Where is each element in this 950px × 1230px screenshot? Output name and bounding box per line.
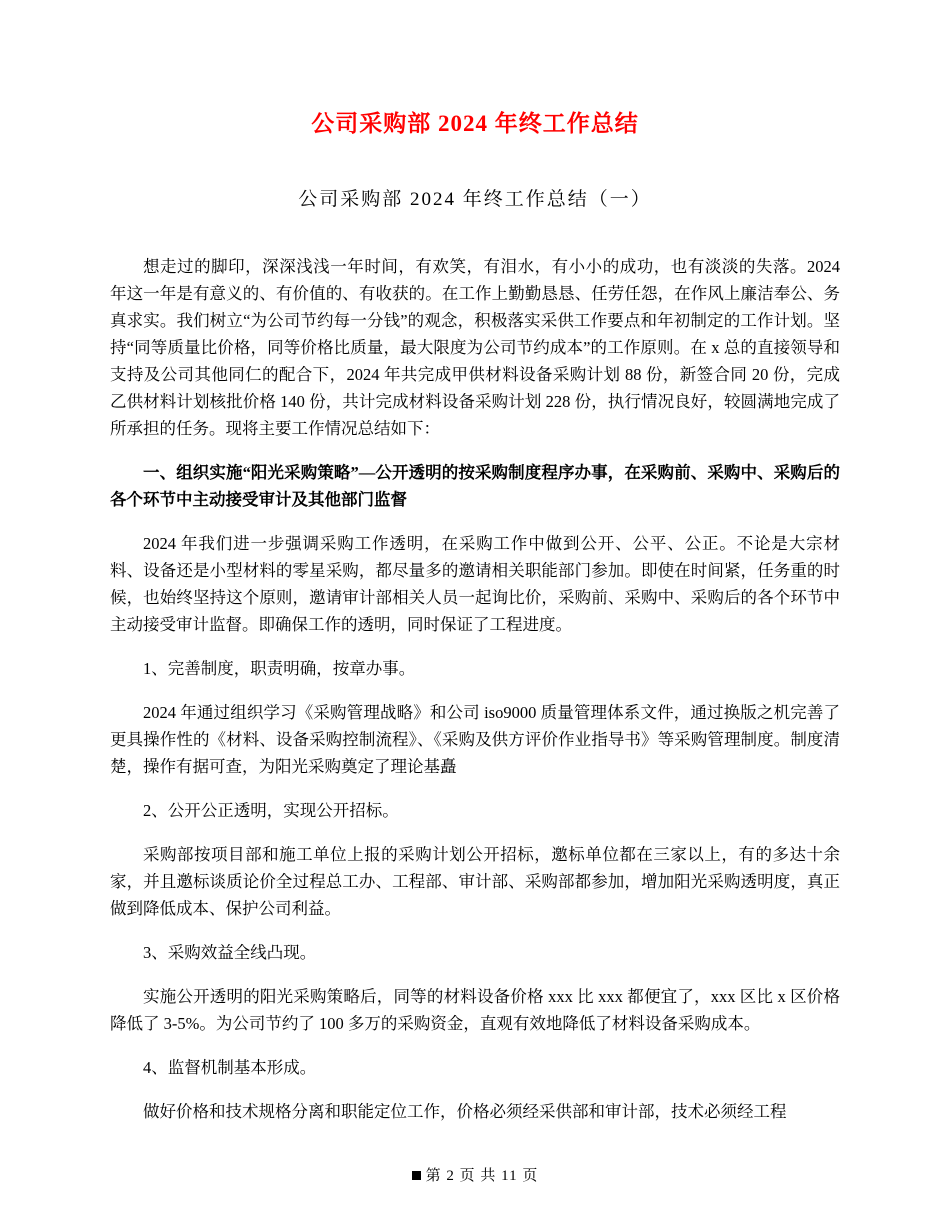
document-subtitle: 公司采购部 2024 年终工作总结（一） [298, 189, 652, 210]
paragraph-item-1: 1、完善制度，职责明确，按章办事。 [143, 659, 416, 678]
document-body [110, 253, 840, 1125]
footer-square-icon [412, 1171, 421, 1180]
page-footer [0, 1164, 950, 1185]
paragraph: 采购部按项目部和施工单位上报的采购计划公开招标，邀标单位都在三家以上，有的多达十余家，并且邀标谈质论价全过程总工办、工程部、审计部、采购部都参加，增加阳光采购透明度，真正做到降低成本、保护公司利益。 [110, 845, 840, 918]
paragraph-item-2: 2、公开公正透明，实现公开招标。 [143, 801, 399, 820]
paragraph-section-heading: 一、组织实施“阳光采购策略”—公开透明的按采购制度程序办事，在采购前、采购中、采购后的各个环节中主动接受审计及其他部门监督 [110, 463, 840, 509]
paragraph: 2024 年通过组织学习《采购管理战略》和公司 iso9000 质量管理体系文件，通过换版之机完善了更具操作性的《材料、设备采购控制流程》、《采购及供方评价作业指导书》等采购管理制度。制度清楚，操作有据可查，为阳光采购奠定了理论基矗 [110, 703, 840, 776]
paragraph: 2024 年我们进一步强调采购工作透明，在采购工作中做到公开、公平、公正。不论是大宗材料、设备还是小型材料的零星采购，都尽量多的邀请相关职能部门参加。即使在时间紧，任务重的时候，也始终坚持这个原则，邀请审计部相关人员一起询比价，采购前、采购中、采购后的各个环节中主动接受审计监督。即确保工作的透明，同时保证了工程进度。 [110, 534, 840, 634]
paragraph-item-4: 4、监督机制基本形成。 [143, 1058, 317, 1077]
paragraph: 做好价格和技术规格分离和职能定位工作，价格必须经采供部和审计部，技术必须经工程 [143, 1102, 787, 1121]
paragraph-item-3: 3、采购效益全线凸现。 [143, 943, 317, 962]
paragraph-intro: 想走过的脚印，深深浅浅一年时间，有欢笑，有泪水，有小小的成功，也有淡淡的失落。2024 年这一年是有意义的、有价值的、有收获的。在工作上勤勤恳恳、任劳任怨，在作风上廉洁奉公、务真求实。我们树立“为公司节约每一分钱”的观念，积极落实采供工作要点和年初制定的工作计划。坚持“同等质量比价格，同等价格比质量，最大限度为公司节约成本”的工作原则。在 x 总的直接领导和支持及公司其他同仁的配合下，2024 年共完成甲供材料设备采购计划 88 份，新签合同 20 份，完成乙供材料计划核批价格 140 份，共计完成材料设备采购计划 228 份，执行情况良好，较圆满地完成了所承担的任务。现将主要工作情况总结如下： [110, 257, 840, 438]
page-number-text: 第 2 页 共 11 页 [425, 1168, 539, 1184]
document-title: 公司采购部 2024 年终工作总结 [311, 111, 639, 136]
paragraph: 实施公开透明的阳光采购策略后，同等的材料设备价格 xxx 比 xxx 都便宜了，xxx 区比 x 区价格降低了 3-5%。为公司节约了 100 多万的采购资金，直观有效地降低了材料设备采购成本。 [110, 987, 841, 1033]
